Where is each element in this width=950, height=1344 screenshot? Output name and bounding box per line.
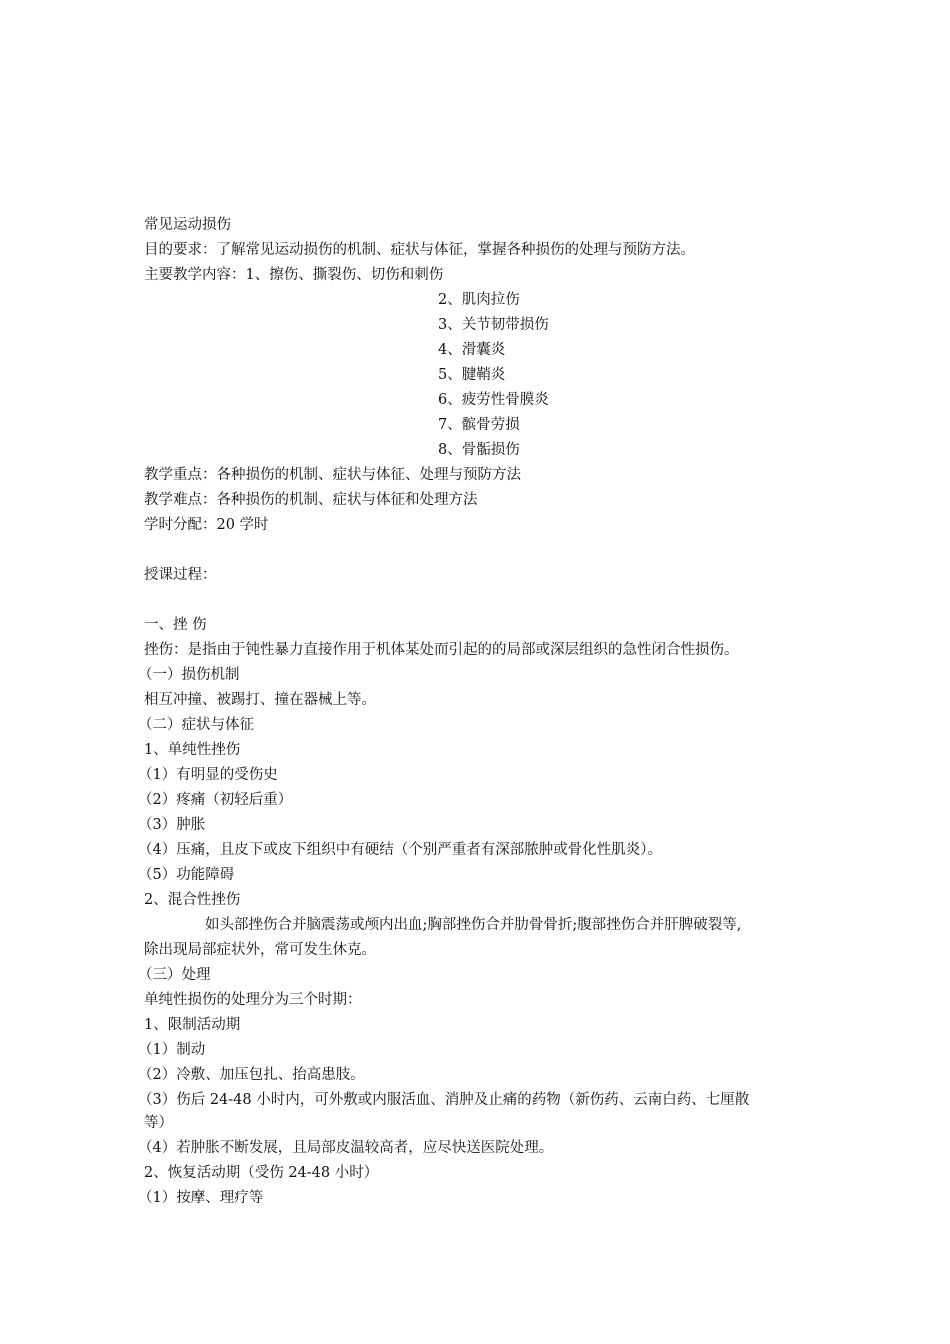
difficulties-line: 教学难点：各种损伤的机制、症状与体征和处理方法	[144, 492, 478, 508]
content-item: 7、髌骨劳损	[438, 417, 520, 433]
list-item-continuation: 等）	[144, 1115, 173, 1131]
body-paragraph: 如头部挫伤合并脑震荡或颅内出血;胸部挫伤合并肋骨骨折;腹部挫伤合并肝脾破裂等,	[205, 917, 742, 933]
subsection-heading: （一）损伤机制	[138, 667, 240, 683]
list-item: （2）疼痛（初轻后重）	[138, 792, 293, 808]
list-heading: 2、混合性挫伤	[144, 892, 241, 908]
list-item: （2）冷敷、加压包扎、抬高患肢。	[138, 1067, 365, 1083]
process-heading: 授课过程：	[144, 567, 217, 583]
content-item: 4、滑囊炎	[438, 342, 506, 358]
list-item: （4）压痛，且皮下或皮下组织中有硬结（个别严重者有深部脓肿或骨化性肌炎）。	[138, 842, 662, 858]
subsection-heading: （三）处理	[138, 967, 211, 983]
content-intro-line: 主要教学内容：1、擦伤、撕裂伤、切伤和刺伤	[144, 267, 444, 283]
key-points-line: 教学重点：各种损伤的机制、症状与体征、处理与预防方法	[144, 467, 521, 483]
content-item: 5、腱鞘炎	[438, 367, 506, 383]
list-item: （1）制动	[138, 1042, 206, 1058]
section-heading: 一、挫 伤	[144, 617, 207, 633]
content-item: 3、关节韧带损伤	[438, 317, 549, 333]
content-item: 8、骨骺损伤	[438, 442, 520, 458]
list-heading: 2、恢复活动期（受伤 24-48 小时）	[144, 1165, 379, 1181]
definition-paragraph: 挫伤：是指由于钝性暴力直接作用于机体某处而引起的的局部或深层组织的急性闭合性损伤。	[144, 642, 739, 658]
subsection-heading: （二）症状与体征	[138, 717, 254, 733]
list-item: （5）功能障碍	[138, 867, 235, 883]
body-paragraph: 单纯性损伤的处理分为三个时期：	[144, 992, 362, 1008]
doc-title: 常见运动损伤	[144, 217, 231, 233]
list-heading: 1、单纯性挫伤	[144, 742, 241, 758]
list-item: （4）若肿胀不断发展，且局部皮温较高者，应尽快送医院处理。	[138, 1140, 554, 1156]
hours-line: 学时分配：20 学时	[144, 517, 269, 533]
objective-line: 目的要求：了解常见运动损伤的机制、症状与体征，掌握各种损伤的处理与预防方法。	[144, 242, 695, 258]
list-item: （3）伤后 24-48 小时内，可外敷或内服活血、消肿及止痛的药物（新伤药、云南白药、七厘散	[138, 1092, 750, 1108]
body-paragraph: 相互冲撞、被踢打、撞在器械上等。	[144, 692, 376, 708]
body-paragraph: 除出现局部症状外，常可发生休克。	[144, 942, 376, 958]
list-item: （3）肿胀	[138, 817, 206, 833]
list-item: （1）按摩、理疗等	[138, 1190, 264, 1206]
list-heading: 1、限制活动期	[144, 1017, 241, 1033]
list-item: （1）有明显的受伤史	[138, 767, 278, 783]
content-item: 6、疲劳性骨膜炎	[438, 392, 549, 408]
content-item: 2、肌肉拉伤	[438, 292, 520, 308]
